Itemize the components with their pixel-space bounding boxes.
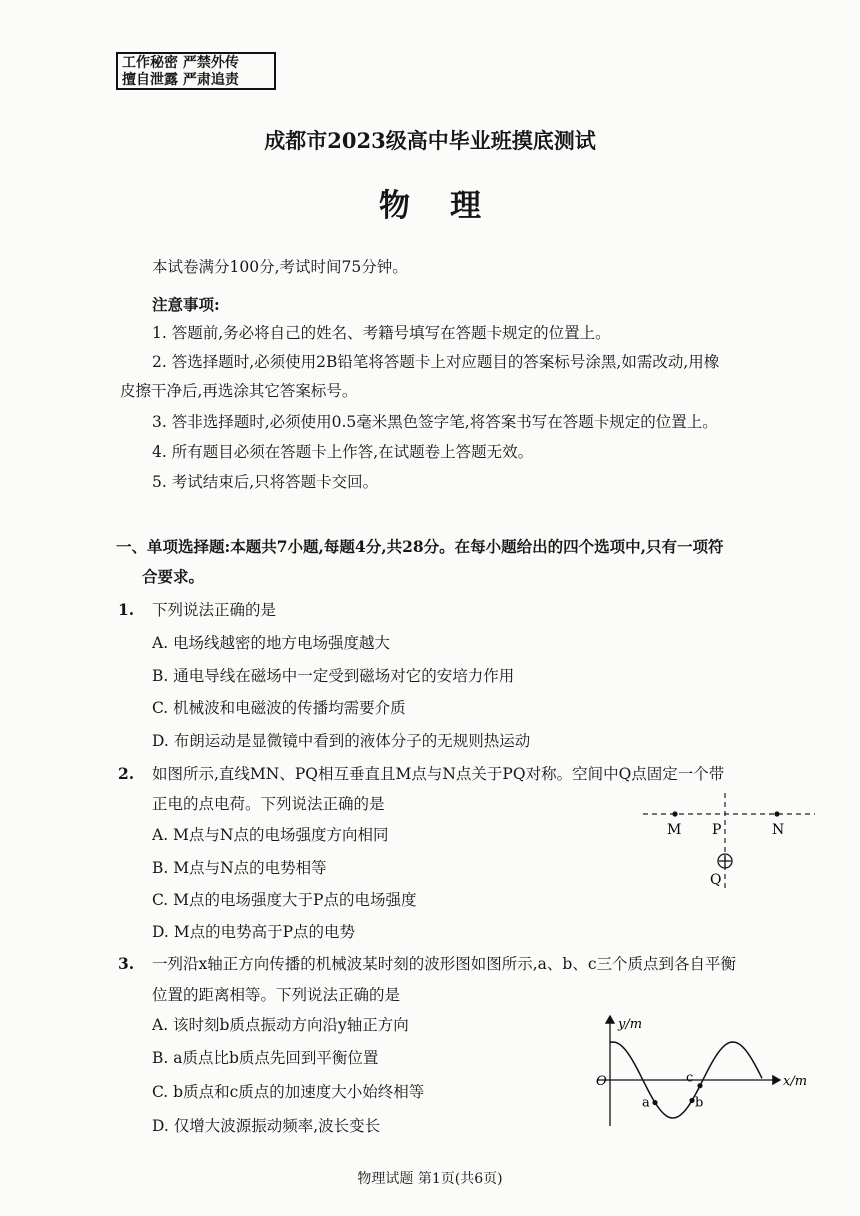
origin-label: O bbox=[596, 1074, 607, 1089]
confidential-stamp bbox=[116, 52, 276, 90]
notice-5: 5. 考试结束后,只将答题卡交回。 bbox=[152, 473, 379, 491]
q1-number: 1. bbox=[118, 600, 135, 619]
q3-option-a: A. 该时刻b质点振动方向沿y轴正方向 bbox=[152, 1016, 409, 1034]
q3-number: 3. bbox=[118, 954, 135, 973]
q3-stem-2: 位置的距离相等。下列说法正确的是 bbox=[152, 986, 401, 1004]
x-axis-label: x/m bbox=[783, 1074, 808, 1089]
q2-option-c: C. M点的电场强度大于P点的电场强度 bbox=[152, 891, 417, 909]
stamp-line-2: 擅自泄露 严肃追责 bbox=[122, 72, 239, 88]
q2-field-figure bbox=[635, 788, 825, 898]
point-m bbox=[672, 811, 677, 816]
section-heading-cont: 合要求。 bbox=[142, 567, 205, 586]
q3-wave-figure bbox=[590, 1008, 815, 1130]
point-b bbox=[689, 1098, 694, 1103]
q2-option-a: A. M点与N点的电场强度方向相同 bbox=[152, 826, 389, 844]
page-footer: 物理试题 第1页(共6页) bbox=[357, 1171, 503, 1187]
q3-option-c: C. b质点和c质点的加速度大小始终相等 bbox=[152, 1083, 425, 1101]
label-p: P bbox=[712, 822, 722, 838]
notice-2-cont: 皮擦干净后,再选涂其它答案标号。 bbox=[120, 382, 358, 400]
point-a bbox=[652, 1100, 657, 1105]
exam-intro: 本试卷满分100分,考试时间75分钟。 bbox=[152, 258, 408, 276]
y-axis-label: y/m bbox=[618, 1017, 643, 1032]
point-c bbox=[697, 1083, 702, 1088]
q2-stem-2: 正电的点电荷。下列说法正确的是 bbox=[152, 795, 385, 813]
subject-title: 物理 bbox=[379, 188, 521, 224]
notice-heading: 注意事项: bbox=[152, 295, 220, 314]
label-q: Q bbox=[710, 872, 722, 888]
notice-3: 3. 答非选择题时,必须使用0.5毫米黑色签字笔,将答案书写在答题卡规定的位置上。 bbox=[152, 413, 718, 431]
q1-option-c: C. 机械波和电磁波的传播均需要介质 bbox=[152, 699, 406, 717]
point-n bbox=[774, 811, 779, 816]
q1-stem: 下列说法正确的是 bbox=[152, 601, 277, 619]
q1-option-b: B. 通电导线在磁场中一定受到磁场对它的安培力作用 bbox=[152, 667, 515, 685]
section-heading: 一、单项选择题:本题共7小题,每题4分,共28分。在每小题给出的四个选项中,只有一项符 bbox=[116, 537, 724, 556]
q3-option-b: B. a质点比b质点先回到平衡位置 bbox=[152, 1049, 379, 1067]
q1-option-a: A. 电场线越密的地方电场强度越大 bbox=[152, 634, 391, 652]
q1-option-d: D. 布朗运动是显微镜中看到的液体分子的无规则热运动 bbox=[152, 732, 531, 750]
stamp-line-1: 工作秘密 严禁外传 bbox=[122, 55, 239, 71]
label-b: b bbox=[695, 1095, 704, 1111]
exam-title: 成都市2023级高中毕业班摸底测试 bbox=[264, 128, 596, 153]
q2-number: 2. bbox=[118, 764, 135, 783]
notice-4: 4. 所有题目必须在答题卡上作答,在试题卷上答题无效。 bbox=[152, 443, 534, 461]
q3-option-d: D. 仅增大波源振动频率,波长变长 bbox=[152, 1117, 381, 1135]
label-n: N bbox=[772, 822, 785, 838]
label-m: M bbox=[667, 822, 682, 838]
q2-option-b: B. M点与N点的电势相等 bbox=[152, 859, 327, 877]
label-c: c bbox=[686, 1070, 694, 1086]
label-a: a bbox=[642, 1095, 650, 1111]
notice-2: 2. 答选择题时,必须使用2B铅笔将答题卡上对应题目的答案标号涂黑,如需改动,用橡 bbox=[152, 353, 720, 371]
q3-stem-1: 一列沿x轴正方向传播的机械波某时刻的波形图如图所示,a、b、c三个质点到各自平衡 bbox=[152, 955, 737, 973]
notice-1: 1. 答题前,务必将自己的姓名、考籍号填写在答题卡规定的位置上。 bbox=[152, 324, 611, 342]
q2-option-d: D. M点的电势高于P点的电势 bbox=[152, 923, 356, 941]
q2-stem-1: 如图所示,直线MN、PQ相互垂直且M点与N点关于PQ对称。空间中Q点固定一个带 bbox=[152, 765, 725, 783]
